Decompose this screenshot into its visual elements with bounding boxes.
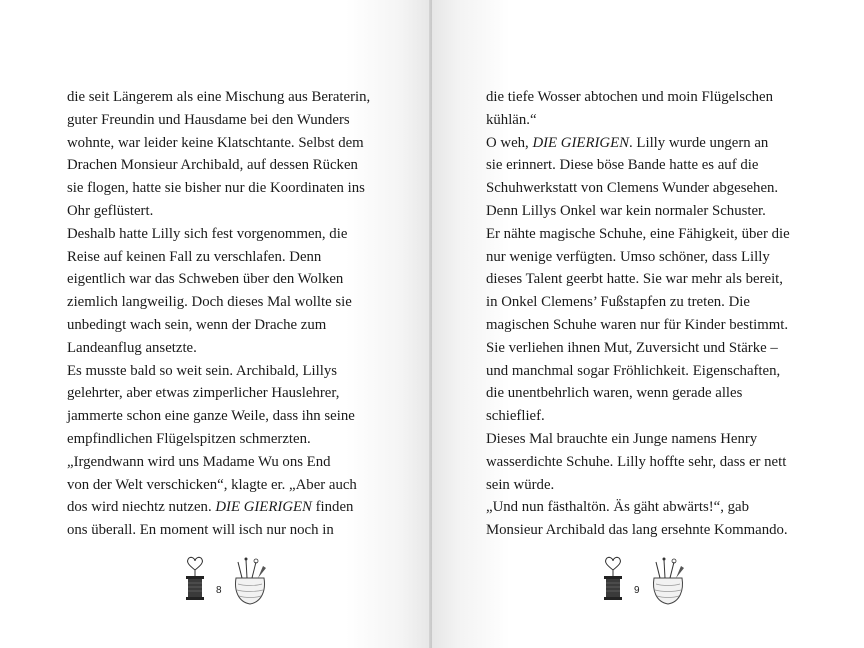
text-line: eigentlich war das Schweben über den Wolken: [67, 271, 344, 288]
text-line: Er nähte magische Schuhe, eine Fähigkeit, über die: [486, 225, 790, 242]
text-line: die seit Längerem als eine Mischung aus Beraterin,: [67, 89, 371, 105]
text-line: nur wenige verfügten. Umso schöner, dass Lilly: [486, 248, 770, 265]
italic-text-run: DIE GIERIGEN: [532, 134, 630, 151]
text-line: sie flogen, hatte sie bisher nur die Koordinaten ins: [67, 180, 365, 197]
text-line: Sie verliehen ihnen Mut, Zuversicht und Stärke –: [486, 339, 778, 356]
text-line: empfindlichen Flügelspitzen schmerzten.: [67, 430, 311, 447]
page-footer: [598, 556, 718, 608]
page-number: 8: [216, 585, 222, 596]
text-line: Landeanflug ansetzte.: [67, 339, 197, 356]
text-line: wohnte, war leider keine Klatschtante. Selbst dem: [67, 134, 364, 151]
left-page-text: [67, 86, 371, 542]
text-line: magischen Schuhe waren nur für Kinder bestimmt.: [486, 316, 789, 333]
text-line: in Onkel Clemens’ Fußstapfen zu treten. Die: [486, 294, 750, 311]
text-line: Dieses Mal brauchte ein Junge namens Henry: [486, 430, 758, 447]
text-line: und manchmal sogar Fröhlichkeit. Eigenschaften,: [486, 362, 781, 379]
text-line: Deshalb hatte Lilly sich fest vorgenommen, die: [67, 225, 348, 242]
text-line: die tiefe Wosser abtochen und moin Flügelschen: [486, 89, 774, 105]
sewing-pouch-icon: [230, 556, 270, 608]
text-line: Schuhwerkstatt von Clemens Wunder abgesehen.: [486, 180, 779, 197]
text-line: kühlän.“: [486, 111, 537, 128]
text-line: jammerte schon eine ganze Weile, dass ihn seine: [67, 408, 355, 425]
text-line: sein würde.: [486, 476, 555, 493]
text-line: Monsieur Archibald das lang ersehnte Kommando.: [486, 522, 788, 539]
text-line: gelehrter, aber etwas zimperlicher Hauslehrer,: [67, 385, 340, 402]
text-line: schieflief.: [486, 408, 545, 425]
text-line: guter Freundin und Hausdame bei den Wunders: [67, 111, 350, 128]
text-line: von der Welt verschicken“, klagte er. „Aber auch: [67, 476, 357, 493]
text-line: „Irgendwann wird uns Madame Wu ons End: [67, 453, 331, 470]
text-line: Drachen Monsieur Archibald, auf dessen Rücken: [67, 157, 358, 174]
text-line: Ohr geflüstert.: [67, 202, 154, 219]
text-line-mixed: [67, 496, 367, 519]
text-line: wasserdichte Schuhe. Lilly hoffte sehr, dass er nett: [486, 453, 787, 470]
text-line: „Und nun fästhaltön. Äs gäht abwärts!“, gab: [486, 499, 749, 516]
text-line: dieses Talent geerbt hatte. Sie war mehr als bereit,: [486, 271, 783, 288]
right-page-text: [486, 86, 806, 542]
text-run: O weh,: [486, 134, 533, 151]
text-line: Reise auf keinen Fall zu verschlafen. Denn: [67, 248, 322, 265]
italic-text-run: DIE GIERIGEN: [215, 499, 312, 516]
text-line: die unentbehrlich waren, wenn gerade alles: [486, 385, 743, 402]
thread-spool-heart-icon: [598, 556, 628, 608]
text-line: Denn Lillys Onkel war kein normaler Schuster.: [486, 202, 766, 219]
text-line-mixed: [486, 132, 806, 155]
text-line: unbedingt wach sein, wenn der Drache zum: [67, 316, 327, 333]
text-line: ziemlich langweilig. Doch dieses Mal wollte sie: [67, 294, 352, 311]
right-page: [432, 0, 864, 648]
text-line: sie erinnert. Diese böse Bande hatte es auf die: [486, 157, 759, 174]
text-run: . Lilly wurde ungern an: [629, 134, 769, 151]
text-line: ons überall. En moment will isch nur noch in: [67, 522, 334, 539]
page-footer: [180, 556, 300, 608]
page-number: 9: [634, 585, 640, 596]
sewing-pouch-icon: [648, 556, 688, 608]
text-line: Es musste bald so weit sein. Archibald, Lillys: [67, 362, 338, 379]
text-run: dos wird niechtz nutzen.: [67, 499, 216, 516]
text-run: finden: [311, 499, 354, 516]
thread-spool-heart-icon: [180, 556, 210, 608]
